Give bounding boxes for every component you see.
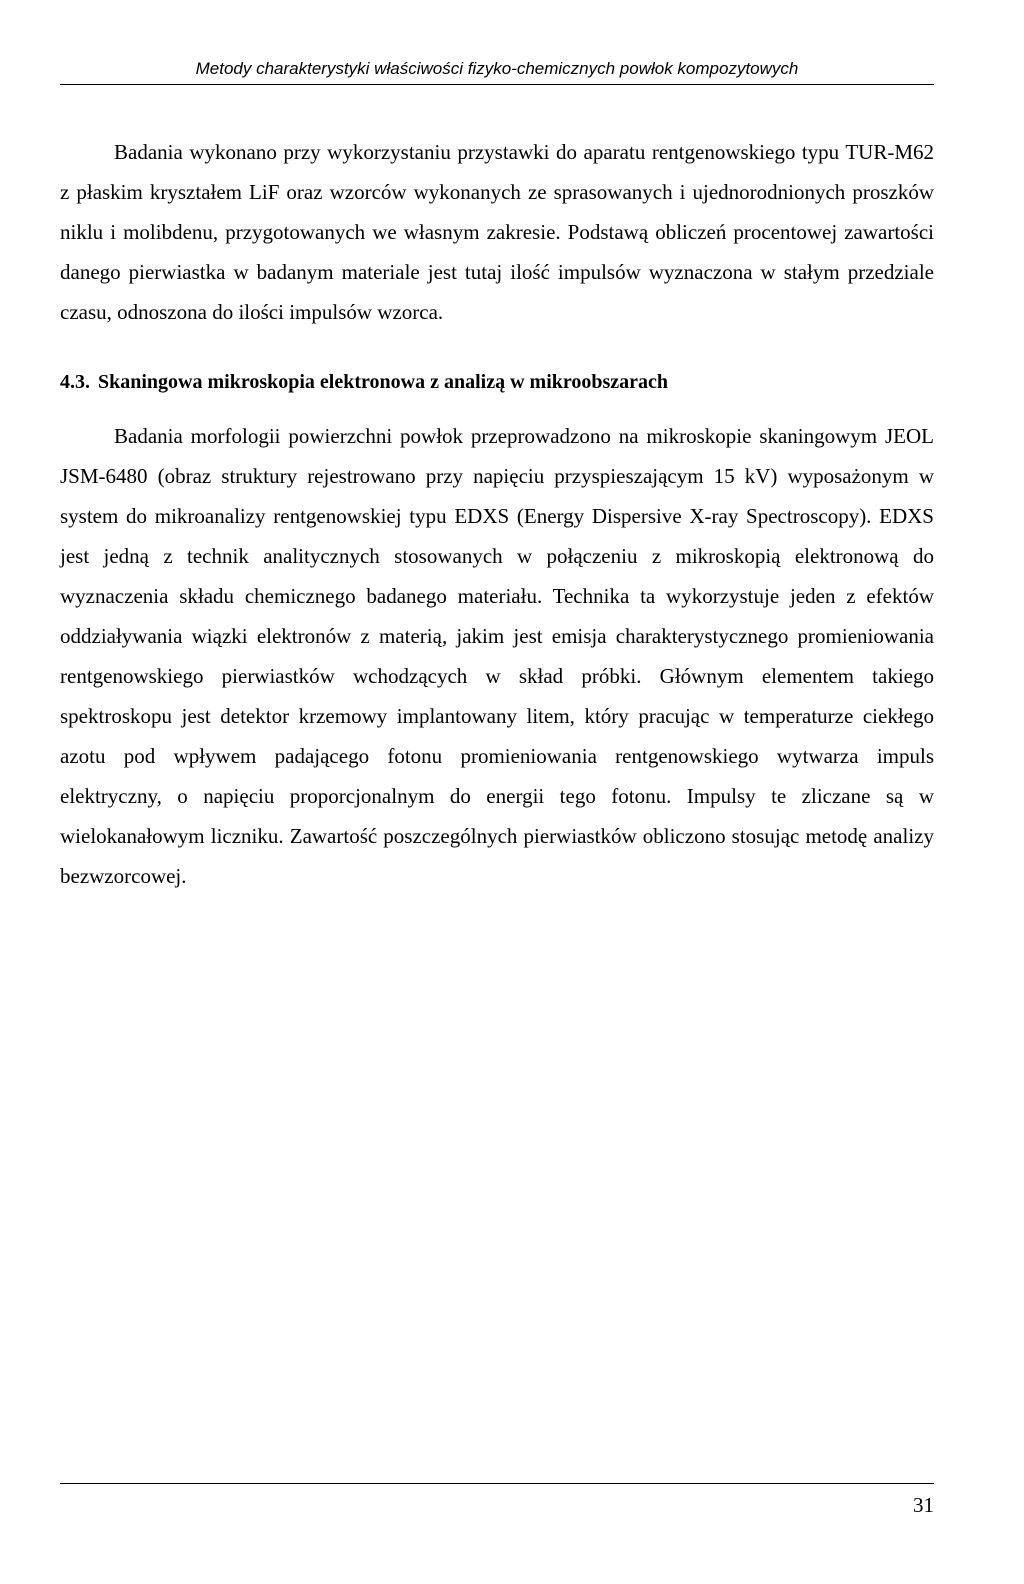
footer-rule xyxy=(60,1483,934,1484)
header-rule xyxy=(60,84,934,85)
paragraph-1: Badania wykonano przy wykorzystaniu przystawki do aparatu rentgenowskiego typu TUR-M62 z płaskim kryształem LiF oraz wzorców wykonanych ze sprasowanych i ujednorodnionych proszków niklu i molibdenu, przygotowanych we własnym zakresie. Podstawą obliczeń procentowej zawartości danego pierwiastka w badanym materiale jest tutaj ilość impulsów wyznaczona w stałym przedziale czasu, odnoszona do ilości impulsów wzorca. xyxy=(60,140,934,324)
section-heading xyxy=(60,362,934,402)
paragraph-2: Badania morfologii powierzchni powłok przeprowadzono na mikroskopie skaningowym JEOL JSM-6480 (obraz struktury rejestrowano przy napięciu przyspieszającym 15 kV) wyposażonym w system do mikroanalizy rentgenowskiej typu EDXS (Energy Dispersive X-ray Spectroscopy). EDXS jest jedną z technik analitycznych stosowanych w połączeniu z mikroskopią elektronową do wyznaczenia składu chemicznego badanego materiału. Technika ta wykorzystuje jeden z efektów oddziaływania wiązki elektronów z materią, jakim jest emisja charakterystycznego promieniowania rentgenowskiego pierwiastków wchodzących w skład próbki. Głównym elementem takiego spektroskopu jest detektor krzemowy implantowany litem, który pracując w temperaturze ciekłego azotu pod wpływem padającego fotonu promieniowania rentgenowskiego wytwarza impuls elektryczny, o napięciu proporcjonalnym do energii tego fotonu. Impulsy te zliczane są w wielokanałowym liczniku. Zawartość poszczególnych pierwiastków obliczono stosując metodę analizy bezwzorcowej. xyxy=(60,424,934,888)
section-title: Skaningowa mikroskopia elektronowa z analizą w mikroobszarach xyxy=(98,371,669,393)
section-number: 4.3. xyxy=(60,371,90,393)
page-number: 31 xyxy=(913,1493,934,1517)
running-header: Metody charakterystyki właściwości fizyko-chemicznych powłok kompozytowych xyxy=(195,59,799,78)
page-body xyxy=(60,132,934,896)
